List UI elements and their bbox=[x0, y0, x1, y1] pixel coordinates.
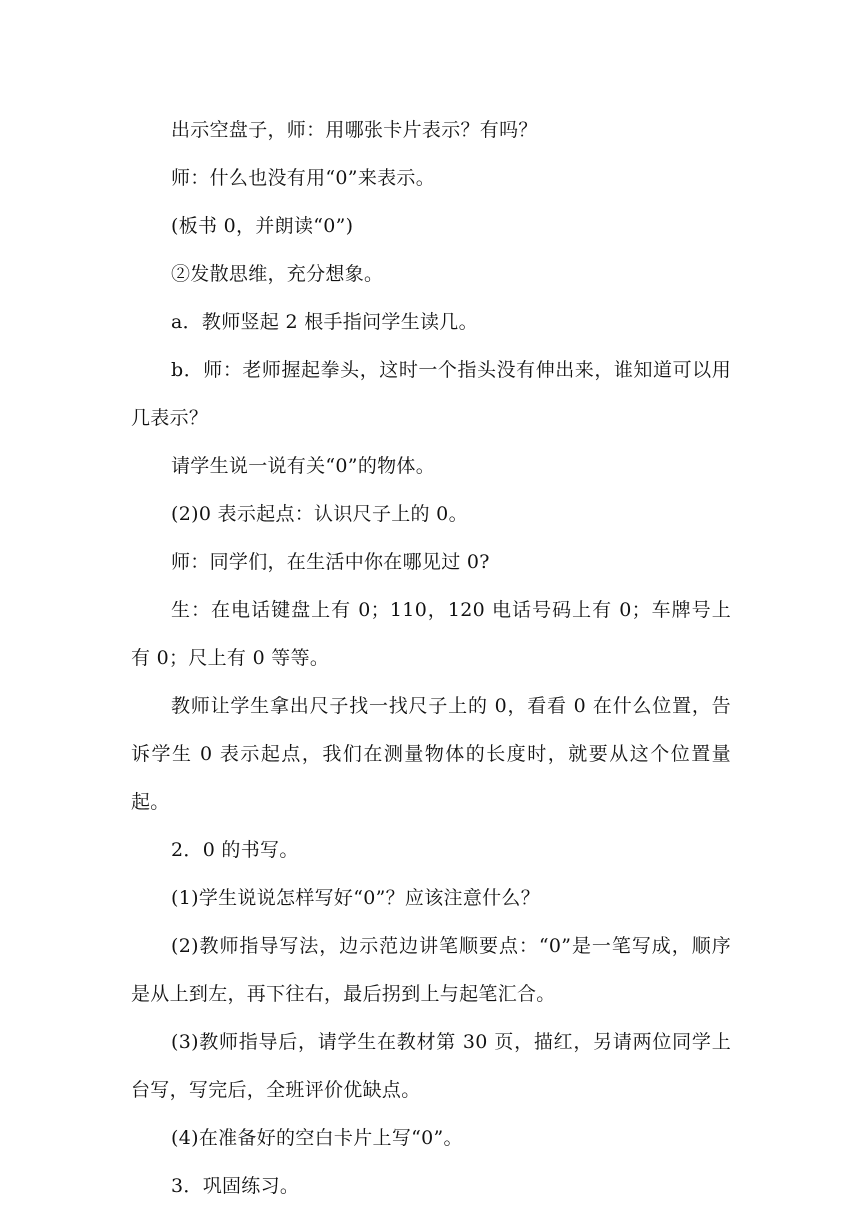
paragraph: (板书 0，并朗读“0”) bbox=[171, 215, 354, 237]
paragraph: 生：在电话键盘上有 0；110，120 电话号码上有 0；车牌号上有 0；尺上有 0 等等。 bbox=[131, 599, 731, 669]
paragraph: (2)0 表示起点：认识尺子上的 0。 bbox=[171, 503, 468, 525]
paragraph: (2)教师指导写法，边示范边讲笔顺要点：“0”是一笔写成，顺序是从上到左，再下往右，最后拐到上与起笔汇合。 bbox=[131, 935, 731, 1005]
paragraph: (4)在准备好的空白卡片上写“0”。 bbox=[171, 1127, 463, 1149]
paragraph: b．师：老师握起拳头，这时一个指头没有伸出来，谁知道可以用几表示？ bbox=[131, 359, 731, 429]
paragraph: (1)学生说说怎样写好“0”？应该注意什么？ bbox=[171, 887, 541, 909]
paragraph: 师：同学们，在生活中你在哪见过 0? bbox=[171, 551, 490, 573]
paragraph: 出示空盘子，师：用哪张卡片表示？有吗？ bbox=[171, 119, 538, 141]
paragraph: a．教师竖起 2 根手指问学生读几。 bbox=[171, 311, 478, 333]
paragraph: ②发散思维，充分想象。 bbox=[171, 263, 384, 285]
paragraph: 2．0 的书写。 bbox=[171, 839, 299, 861]
paragraph: 请学生说一说有关“0”的物体。 bbox=[171, 455, 436, 477]
paragraph: (3)教师指导后，请学生在教材第 30 页，描红，另请两位同学上台写，写完后，全班评价优缺点。 bbox=[131, 1031, 731, 1101]
paragraph: 师：什么也没有用“0”来表示。 bbox=[171, 167, 436, 189]
paragraph: 3．巩固练习。 bbox=[171, 1175, 300, 1197]
document-body bbox=[131, 106, 731, 1210]
paragraph: 教师让学生拿出尺子找一找尺子上的 0，看看 0 在什么位置，告诉学生 0 表示起点，我们在测量物体的长度时，就要从这个位置量起。 bbox=[131, 695, 731, 813]
